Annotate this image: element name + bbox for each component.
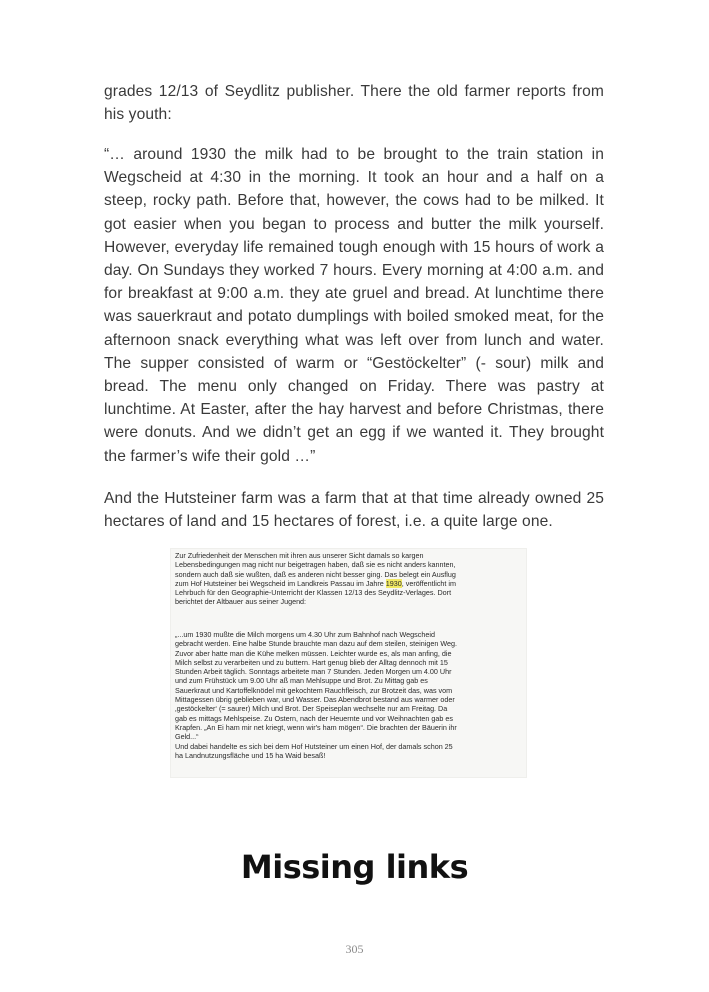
- scan-paragraph-intro: [175, 551, 518, 607]
- body-paragraph-quote: “… around 1930 the milk had to be brought to the train station in Wegscheid at 4:30 in the morning. It took an hour and a half on a steep, rocky path. Before that, however, the cows had to be milked. It got easier when you began to process and butter the milk yourself. However, everyday life remained tough enough with 15 hours of work a day. On Sundays they worked 7 hours. Every morning at 4:00 a.m. and for breakfast at 9:00 a.m. they ate gruel and bread. At lunchtime there was sauerkraut and potato dumplings with boiled smoked meat, for the afternoon snack everything what was left over from lunch and water. The supper consisted of warm or “Gestöckelter” (- sour) milk and bread. The menu only changed on Friday. There was pastry at lunchtime. At Easter, after the hay harvest and before Christmas, there were donuts. And we didn’t get an egg if we wanted it. They brought the farmer’s wife their gold …”: [104, 146, 604, 465]
- section-heading: Missing links: [240, 848, 469, 886]
- scanned-text-image: [170, 548, 527, 778]
- body-paragraph-intro: grades 12/13 of Seydlitz publisher. There the old farmer reports from his youth:: [104, 83, 604, 124]
- scan-paragraph-quote: „...um 1930 mußte die Milch morgens um 4.30 Uhr zum Bahnhof nach Wegscheid gebracht werden. Eine halbe Stunde brauchte man dazu auf dem steilen, steinigen Weg. Zuvor aber hatte man die Kühe melken müssen. Leichter wurde es, als man anfing, die Milch selbst zu verarbeiten und zu buttern. Hart genug blieb der Alltag dennoch mit 15 Stunden Arbeit täglich. Sonntags arbeitete man 7 Stunden. Jeden Morgen um 4.00 Uhr und zum Frühstück um 9.00 Uhr aß man Mehlsuppe und Brot. Zu Mittag gab es Sauerkraut und Kartoffelknödel mit gekochtem Rauchfleisch, zur Brotzeit das, was vom Mittagessen übrig geblieben war, und Wasser. Das Abendbrot bestand aus warmer oder ‚gestöckelter‘ (= saurer) Milch und Brot. Der Speiseplan wechselte nur am Freitag. Da gab es mittags Mehlspeise. Zu Ostern, nach der Heuernte und vor Weihnachten gab es Krapfen. „An Ei ham mir net kriegt, wenn wir's ham mögen“. Die brachten der Bäuerin ihr Geld...“ Und dabei handelte es sich bei dem Hof Hutsteiner um einen Hof, der damals schon 25 ha Landnutzungsfläche und 15 ha Waid besaß!: [175, 630, 457, 760]
- page-number: 305: [345, 942, 364, 956]
- scan-highlight: 1930: [385, 578, 402, 588]
- body-paragraph-farm: And the Hutsteiner farm was a farm that at that time already owned 25 hectares of land and 15 hectares of forest, i.e. a quite large one.: [104, 490, 604, 531]
- scan-text: , veröffentlicht im Lehrbuch für den Geographie-Unterricht der Klassen 12/13 des Seydlitz-Verlages. Dort berichtet der Altbauer aus seiner Jugend:: [175, 578, 456, 607]
- scan-text: Zur Zufriedenheit der Menschen mit ihren aus unserer Sicht damals so kargen Lebensbedingungen mag nicht nur beigetragen haben, daß sie es nicht anders kannten, sondern auch daß sie wußten, daß es anderen nicht besser ging. Das belegt ein Ausflug zum Hof Hutsteiner bei Wegscheid im Landkreis Passau im Jahre: [175, 551, 456, 588]
